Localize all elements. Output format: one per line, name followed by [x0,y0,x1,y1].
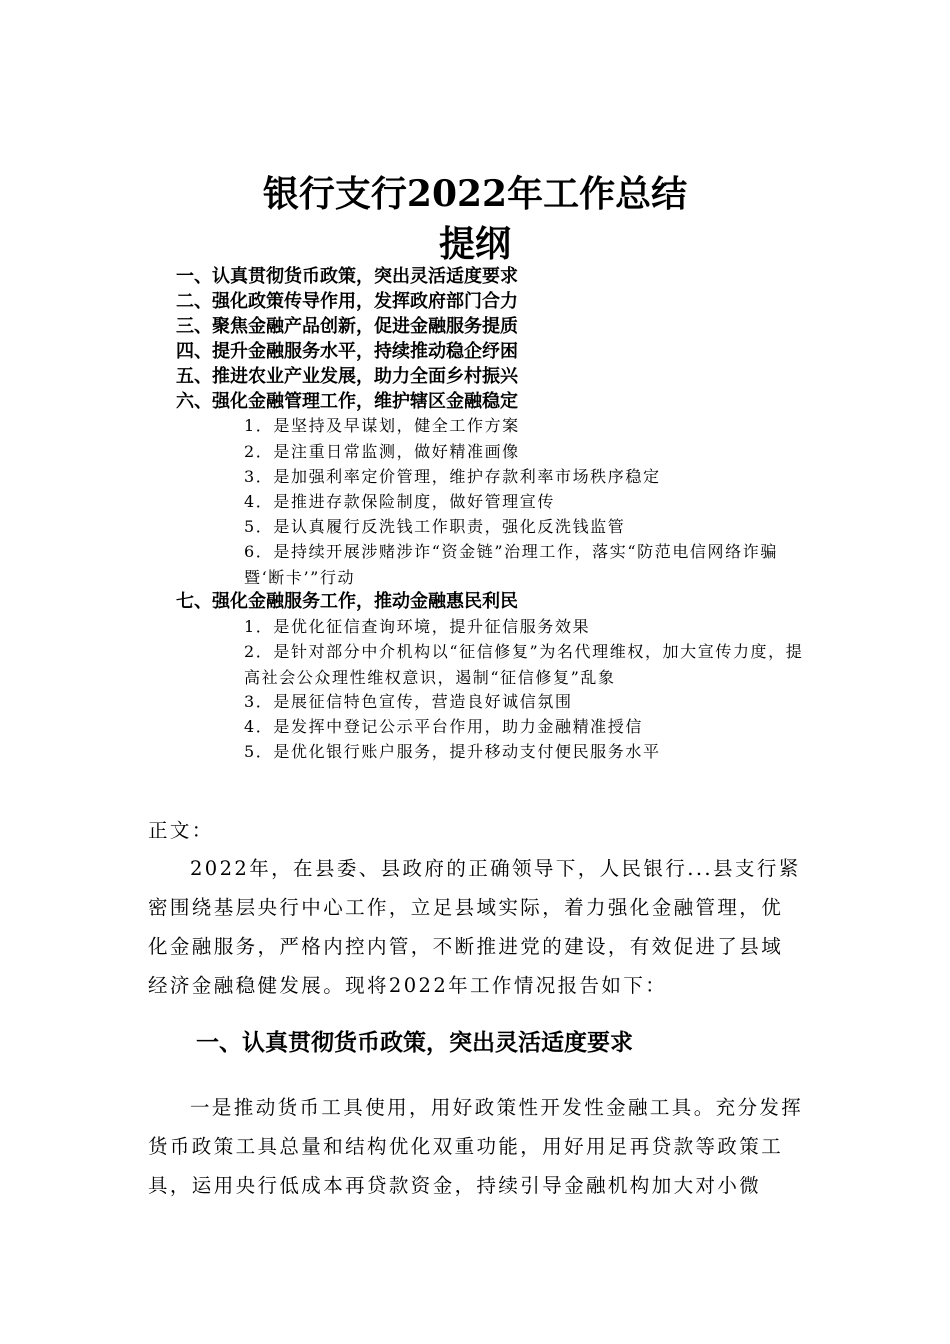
outline-subitem: 3．是加强利率定价管理，维护存款利率市场秩序稳定 [244,467,661,486]
outline-heading-4: 四、提升金融服务水平，持续推动稳企纾困 [176,341,518,362]
section-heading: 一、认真贯彻货币政策，突出灵活适度要求 [196,1030,633,1056]
outline-subitem: 6．是持续开展涉赌涉诈“资金链”治理工作，落实“防范电信网络诈骗暨‘断卡’”行动 [244,542,778,587]
document-title: 银行支行2022年工作总结 [262,173,688,215]
outline-heading-3: 三、聚焦金融产品创新，促进金融服务提质 [176,316,518,337]
outline-heading-2: 二、强化政策传导作用，发挥政府部门合力 [176,291,518,312]
outline-subitem: 4．是推进存款保险制度，做好管理宣传 [244,492,555,511]
outline-heading-1: 一、认真贯彻货币政策，突出灵活适度要求 [176,266,518,287]
outline-subitem: 5．是优化银行账户服务，提升移动支付便民服务水平 [244,742,661,761]
outline-subitem: 1．是优化征信查询环境，提升征信服务效果 [244,617,591,636]
outline-heading-6: 六、强化金融管理工作，维护辖区金融稳定 [176,391,518,412]
outline-subitem: 5．是认真履行反洗钱工作职责，强化反洗钱监管 [244,517,626,536]
outline-heading-5: 五、推进农业产业发展，助力全面乡村振兴 [176,366,518,387]
section-paragraph: 一是推动货币工具使用，用好政策性开发性金融工具。充分发挥货币政策工具总量和结构优化双重功能，用好用足再贷款等政策工具，运用央行低成本再贷款资金，持续引导金融机构加大对小微 [148,1096,804,1197]
outline-title: 提纲 [438,223,511,265]
outline-heading-7: 七、强化金融服务工作，推动金融惠民利民 [176,591,518,612]
outline-subitem: 4．是发挥中登记公示平台作用，助力金融精准授信 [244,717,643,736]
outline-subitem: 2．是注重日常监测，做好精准画像 [244,442,520,461]
intro-paragraph: 2022年，在县委、县政府的正确领导下，人民银行...县支行紧密围绕基层央行中心工作，立足县域实际，着力强化金融管理，优化金融服务，严格内控内管，不断推进党的建设，有效促进了县域经济金融稳健发展。现将2022年工作情况报告如下： [148,857,801,997]
outline-subitem: 1．是坚持及早谋划，健全工作方案 [244,416,520,435]
outline-subitem: 3．是展征信特色宣传，营造良好诚信氛围 [244,692,573,711]
body-label: 正文： [148,819,214,842]
outline-subitem: 2．是针对部分中介机构以“征信修复”为名代理维权，加大宣传力度，提高社会公众理性维权意识，遏制“征信修复”乱象 [244,642,804,687]
